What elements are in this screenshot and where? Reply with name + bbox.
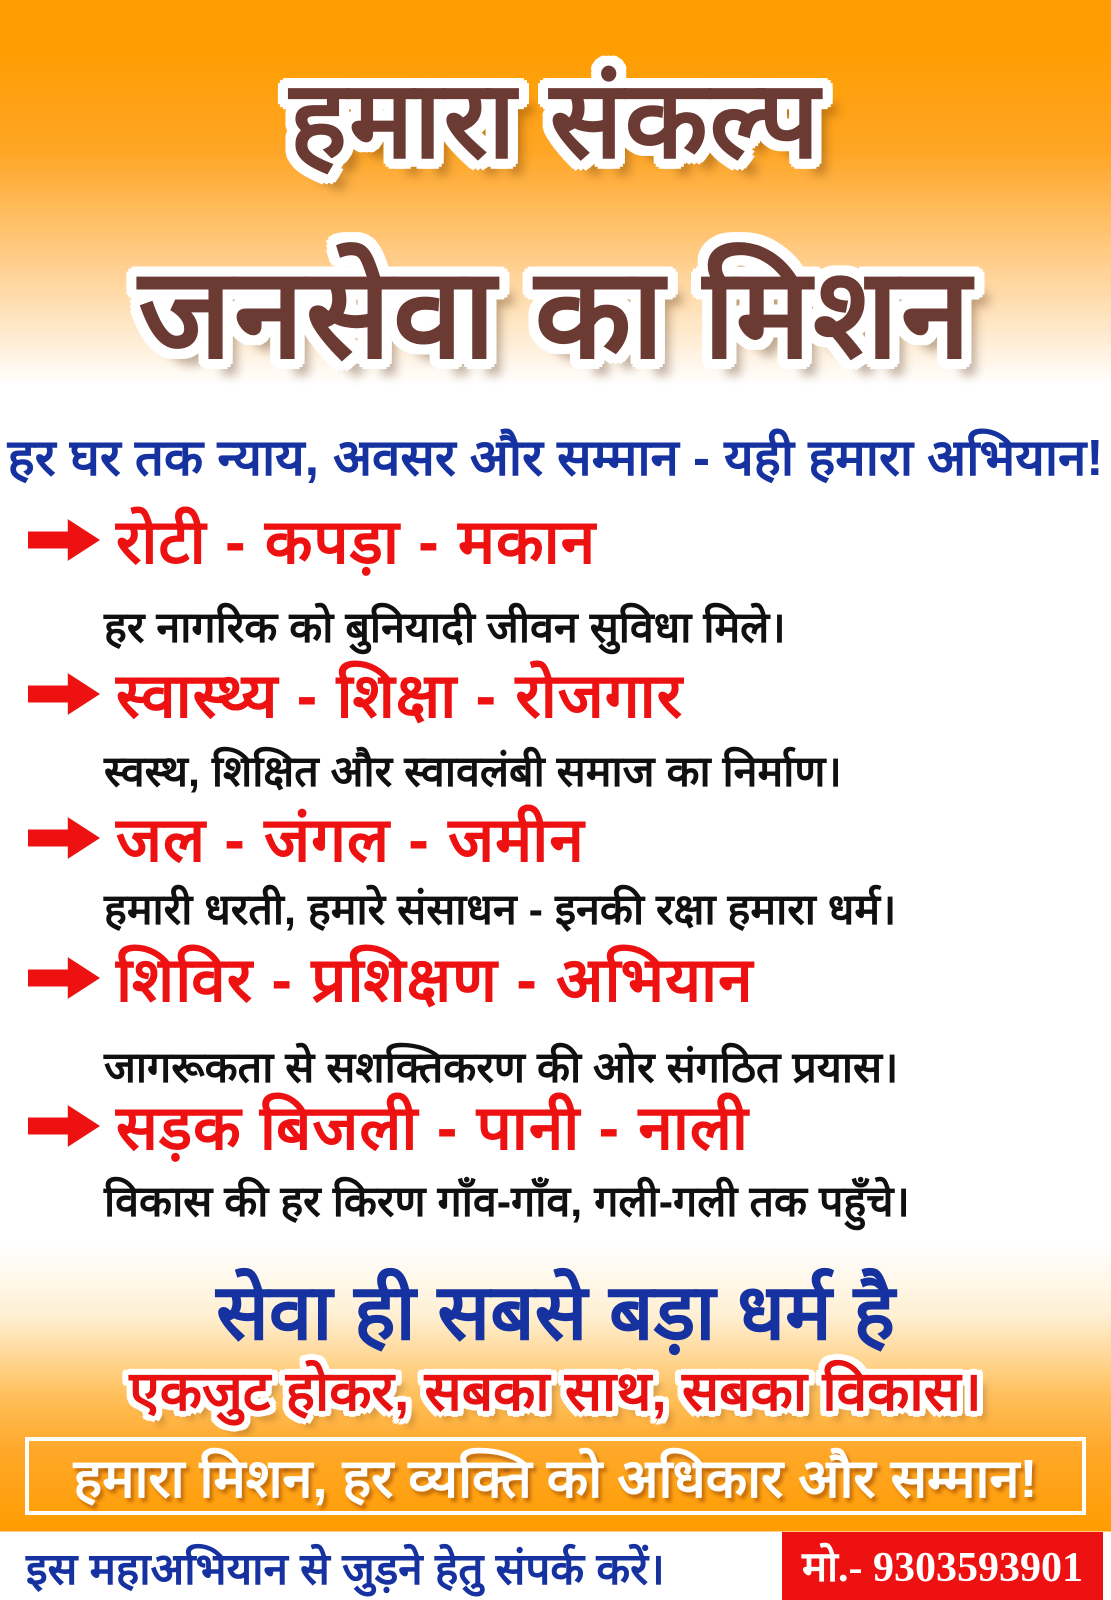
bullet-subtitle-1: हर नागरिक को बुनियादी जीवन सुविधा मिले।: [104, 604, 786, 652]
bullet-item-4: [28, 936, 1101, 1020]
closing-tagline: एकजुट होकर, सबका साथ, सबका विकास।: [129, 1360, 982, 1422]
bullet-title-3: जल - जंगल - जमीन: [116, 806, 585, 875]
bullet-title-2: स्वास्थ्य - शिक्षा - रोजगार: [116, 662, 684, 731]
footer-strip: [0, 1533, 1111, 1600]
poster-title-line1: हमारा संकल्प: [289, 59, 822, 180]
bullet-title-4: शिविर - प्रशिक्षण - अभियान: [116, 946, 754, 1015]
bullet-item-3: [28, 796, 1101, 880]
mission-banner-box: [25, 1437, 1086, 1515]
bullet-item-5: [28, 1084, 1101, 1168]
closing-heading: सेवा ही सबसे बड़ा धर्म है: [216, 1268, 895, 1356]
poster-subtitle: हर घर तक न्याय, अवसर और सम्मान - यही हमारा अभियान!: [7, 429, 1104, 486]
bullet-subtitle-5: विकास की हर किरण गाँव-गाँव, गली-गली तक पहुँचे।: [104, 1178, 910, 1226]
bullet-subtitle-4: जागरूकता से सशक्तिकरण की ओर संगठित प्रयास।: [104, 1044, 899, 1092]
right-arrow-icon: [28, 671, 104, 717]
bullet-subtitle-3: हमारी धरती, हमारे संसाधन - इनकी रक्षा हमारा धर्म।: [104, 886, 897, 934]
bullet-title-5: सड़क बिजली - पानी - नाली: [116, 1094, 749, 1163]
right-arrow-icon: [28, 815, 104, 861]
right-arrow-icon: [28, 1103, 104, 1149]
bullet-subtitle-2: स्वस्थ, शिक्षित और स्वावलंबी समाज का निर्माण।: [104, 748, 842, 796]
bullet-item-2: [28, 652, 1101, 736]
right-arrow-icon: [28, 955, 104, 1001]
mission-banner-text: हमारा मिशन, हर व्यक्ति को अधिकार और सम्मान!: [73, 1449, 1038, 1509]
right-arrow-icon: [28, 517, 104, 563]
bullet-item-1: [28, 498, 1101, 582]
poster-title-line2: जनसेवा का मिशन: [138, 243, 973, 384]
bullet-title-1: रोटी - कपड़ा - मकान: [116, 508, 597, 577]
phone-number-badge: मो.- 9303593901: [782, 1532, 1103, 1600]
contact-call-to-action: इस महाअभियान से जुड़ने हेतु संपर्क करें।: [26, 1544, 665, 1594]
